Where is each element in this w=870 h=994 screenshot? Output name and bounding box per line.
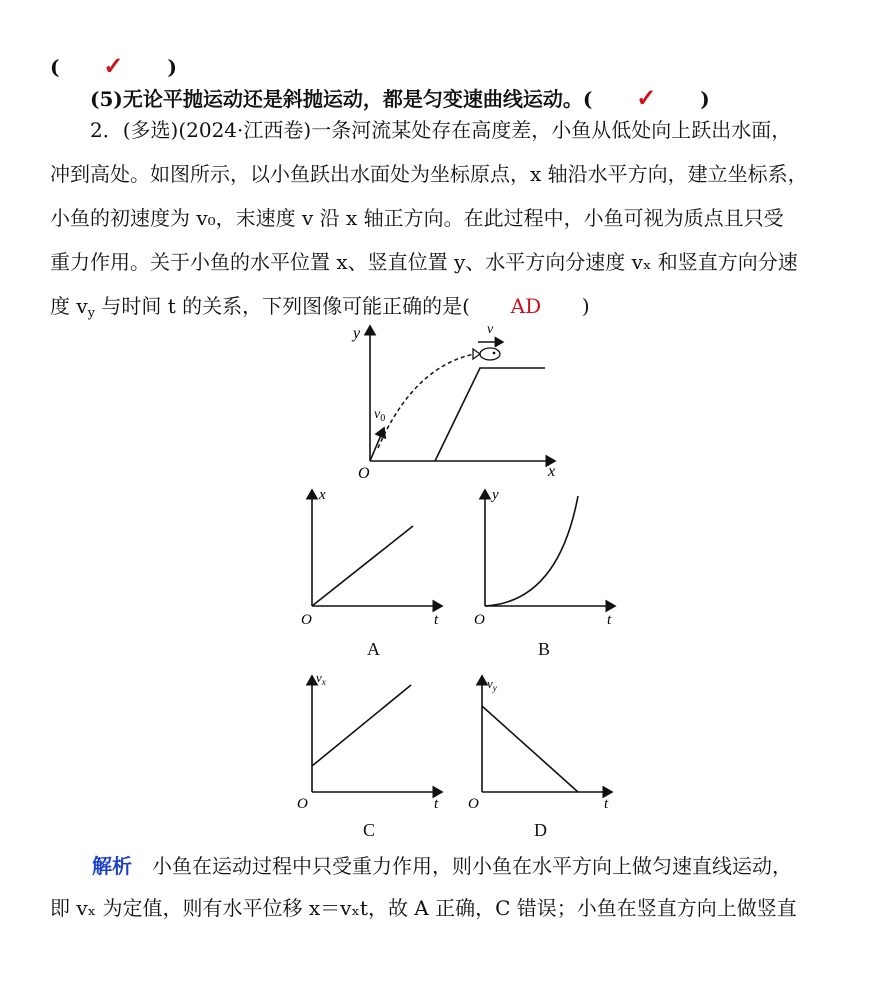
graph-c-curve (312, 685, 411, 766)
analysis-label: 解析 (92, 854, 132, 878)
caption-c: C (363, 820, 376, 840)
analysis-line-2: 即 vₓ 为定值，则有水平位移 x＝vₓt，故 A 正确，C 错误；小鱼在竖直方向上做竖直 (50, 896, 797, 920)
graph-b-origin: O (474, 612, 485, 628)
paren-open: ( (50, 55, 60, 79)
analysis-text-1: 小鱼在运动过程中只受重力作用，则小鱼在水平方向上做匀速直线运动， (132, 854, 792, 878)
graph-b-y-label: y (492, 487, 499, 503)
paren-close: ) (700, 87, 710, 111)
check-mark-icon: ✓ (103, 51, 124, 80)
problem-2-line-1: 2．(多选)(2024·江西卷)一条河流某处存在高度差，小鱼从低处向上跃出水面， (90, 118, 792, 142)
graph-c-y-label: $v_x$ (316, 670, 326, 687)
fish-jump-figure (340, 318, 570, 483)
graph-c-x-label: t (434, 796, 439, 812)
graph-d-origin: O (468, 796, 479, 812)
x-axis-label: x (548, 463, 556, 480)
v0-arrow (370, 428, 384, 461)
graph-a-y-label: x (319, 487, 326, 503)
v0-label: $v_0$ (374, 407, 386, 424)
line5-pre: 度 v (50, 294, 88, 318)
q-prev-answer-line (50, 52, 177, 81)
graph-d-x-label: t (604, 796, 609, 812)
graph-d-y-label: $v_y$ (487, 676, 497, 693)
graph-d-curve (482, 706, 578, 792)
fish-icon (473, 348, 500, 360)
paren-close: ) (581, 294, 590, 318)
problem-2-line-3: 小鱼的初速度为 v₀，末速度 v 沿 x 轴正方向。在此过程中，小鱼可视为质点且只受 (50, 206, 784, 230)
graph-c (290, 668, 450, 816)
graph-b-x-label: t (607, 612, 612, 628)
check-mark-icon: ✓ (636, 83, 657, 112)
river-bank (435, 368, 545, 461)
paren-close: ) (167, 55, 177, 79)
line5-sub: y (87, 306, 96, 321)
graph-b (463, 482, 623, 632)
analysis-line-1 (92, 852, 792, 880)
graph-d (460, 668, 620, 816)
graph-a-curve (312, 526, 413, 606)
problem-2-line-4: 重力作用。关于小鱼的水平位置 x、竖直位置 y、水平方向分速度 vₓ 和竖直方向分速 (50, 250, 798, 274)
caption-b: B (538, 639, 551, 659)
statement-5 (90, 84, 710, 113)
y-axis-label: y (353, 325, 361, 342)
caption-a: A (367, 639, 380, 659)
graph-b-curve (485, 496, 578, 606)
caption-d: D (534, 820, 547, 840)
problem-2-line-2: 冲到高处。如图所示，以小鱼跃出水面处为坐标原点，x 轴沿水平方向，建立坐标系， (50, 162, 808, 186)
graph-a-x-label: t (434, 612, 439, 628)
statement-5-text: (5)无论平抛运动还是斜抛运动，都是匀变速曲线运动。( (90, 87, 593, 111)
line5-post: 与时间 t 的关系，下列图像可能正确的是( (95, 294, 470, 318)
graph-a (290, 482, 450, 632)
origin-label: O (358, 465, 370, 482)
v-label: v (487, 322, 494, 337)
graph-c-origin: O (297, 796, 308, 812)
graph-a-origin: O (301, 612, 312, 628)
answer-text: AD (510, 294, 542, 318)
